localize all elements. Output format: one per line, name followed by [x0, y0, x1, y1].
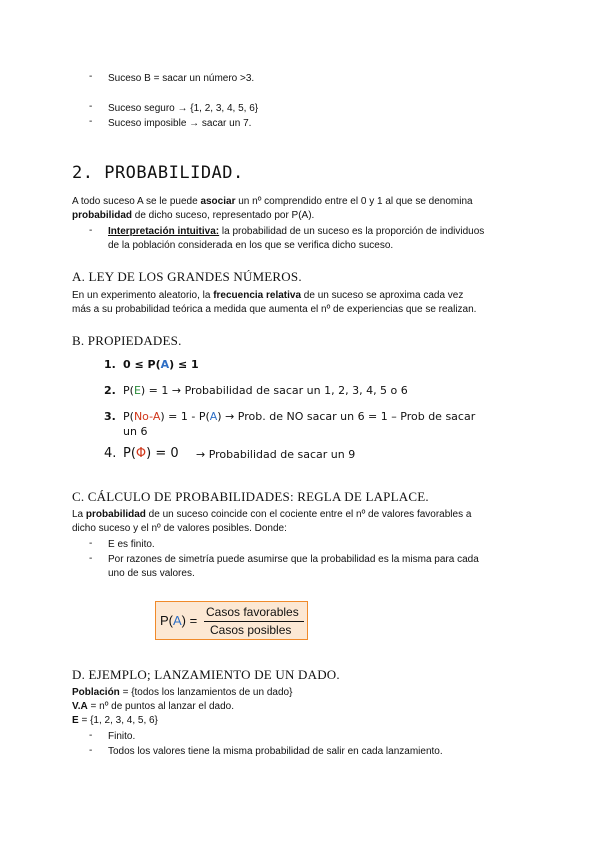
property-number: 1.: [104, 358, 116, 371]
section-title: D. EJEMPLO; LANZAMIENTO DE UN DADO.: [72, 667, 340, 682]
property-3-cont: un 6: [123, 425, 148, 438]
list-dash: -: [89, 71, 93, 82]
list-item: Todos los valores tiene la misma probabilidad de salir en cada lanzamiento.: [108, 746, 443, 757]
list-dash: -: [89, 101, 93, 112]
list-item-cont: uno de sus valores.: [108, 568, 195, 579]
laplace-formula-box: [155, 601, 308, 640]
list-item: Suceso B = sacar un número >3.: [108, 73, 255, 84]
property-4-formula: P(Φ) = 0: [123, 446, 179, 461]
formula-numerator: Casos favorables: [206, 605, 299, 619]
property-3: P(No-A) = 1 - P(A) → Prob. de NO sacar un 6 = 1 – Prob de sacar: [123, 410, 476, 423]
paragraph: A todo suceso A se le puede asociar un nº comprendido entre el 0 y 1 al que se denomina: [72, 196, 473, 207]
formula-lhs: P(A) =: [160, 613, 198, 628]
list-item: Finito.: [108, 731, 136, 742]
list-dash: -: [89, 745, 93, 756]
paragraph: En un experimento aleatorio, la frecuencia relativa de un suceso se aproxima cada vez: [72, 290, 464, 301]
property-number: 2.: [104, 384, 116, 397]
list-dash: -: [89, 116, 93, 127]
list-item-cont: de la población considerada en los que se verifica dicho suceso.: [108, 240, 394, 251]
section-title: C. CÁLCULO DE PROBABILIDADES: REGLA DE LAPLACE.: [72, 489, 429, 504]
property-number: 3.: [104, 410, 116, 423]
list-item: Interpretación intuitiva: la probabilidad de un suceso es la proporción de individuos: [108, 226, 485, 237]
property-2: P(E) = 1 → Probabilidad de sacar un 1, 2, 3, 4, 5 o 6: [123, 384, 408, 397]
list-dash: -: [89, 538, 93, 549]
section-title: B. PROPIEDADES.: [72, 333, 182, 348]
paragraph: E = {1, 2, 3, 4, 5, 6}: [72, 715, 158, 726]
section-title: A. LEY DE LOS GRANDES NÚMEROS.: [72, 269, 302, 284]
list-item: Por razones de simetría puede asumirse que la probabilidad es la misma para cada: [108, 554, 479, 565]
property-1: 0 ≤ P(A) ≤ 1: [123, 358, 199, 371]
paragraph: Población = {todos los lanzamientos de un dado}: [72, 687, 293, 698]
list-item: E es finito.: [108, 539, 155, 550]
paragraph: probabilidad de dicho suceso, representado por P(A).: [72, 210, 315, 221]
fraction-bar: [204, 621, 304, 622]
paragraph: La probabilidad de un suceso coincide con el cociente entre el nº de valores favorables a: [72, 509, 472, 520]
property-4-text: → Probabilidad de sacar un 9: [196, 448, 356, 461]
paragraph: dicho suceso y el nº de valores posibles. Donde:: [72, 523, 287, 534]
list-item: Suceso seguro → {1, 2, 3, 4, 5, 6}: [108, 103, 259, 114]
paragraph: V.A = nº de puntos al lanzar el dado.: [72, 701, 235, 712]
list-dash: -: [89, 730, 93, 741]
paragraph: más a su probabilidad teórica a medida que aumenta el nº de experiencias que se realizan.: [72, 304, 477, 315]
formula-denominator: Casos posibles: [210, 623, 292, 637]
property-number: 4.: [104, 446, 117, 461]
list-item: Suceso imposible → sacar un 7.: [108, 118, 252, 129]
section-title: 2. PROBABILIDAD.: [72, 163, 244, 183]
list-dash: -: [89, 553, 93, 564]
list-dash: -: [89, 225, 93, 236]
